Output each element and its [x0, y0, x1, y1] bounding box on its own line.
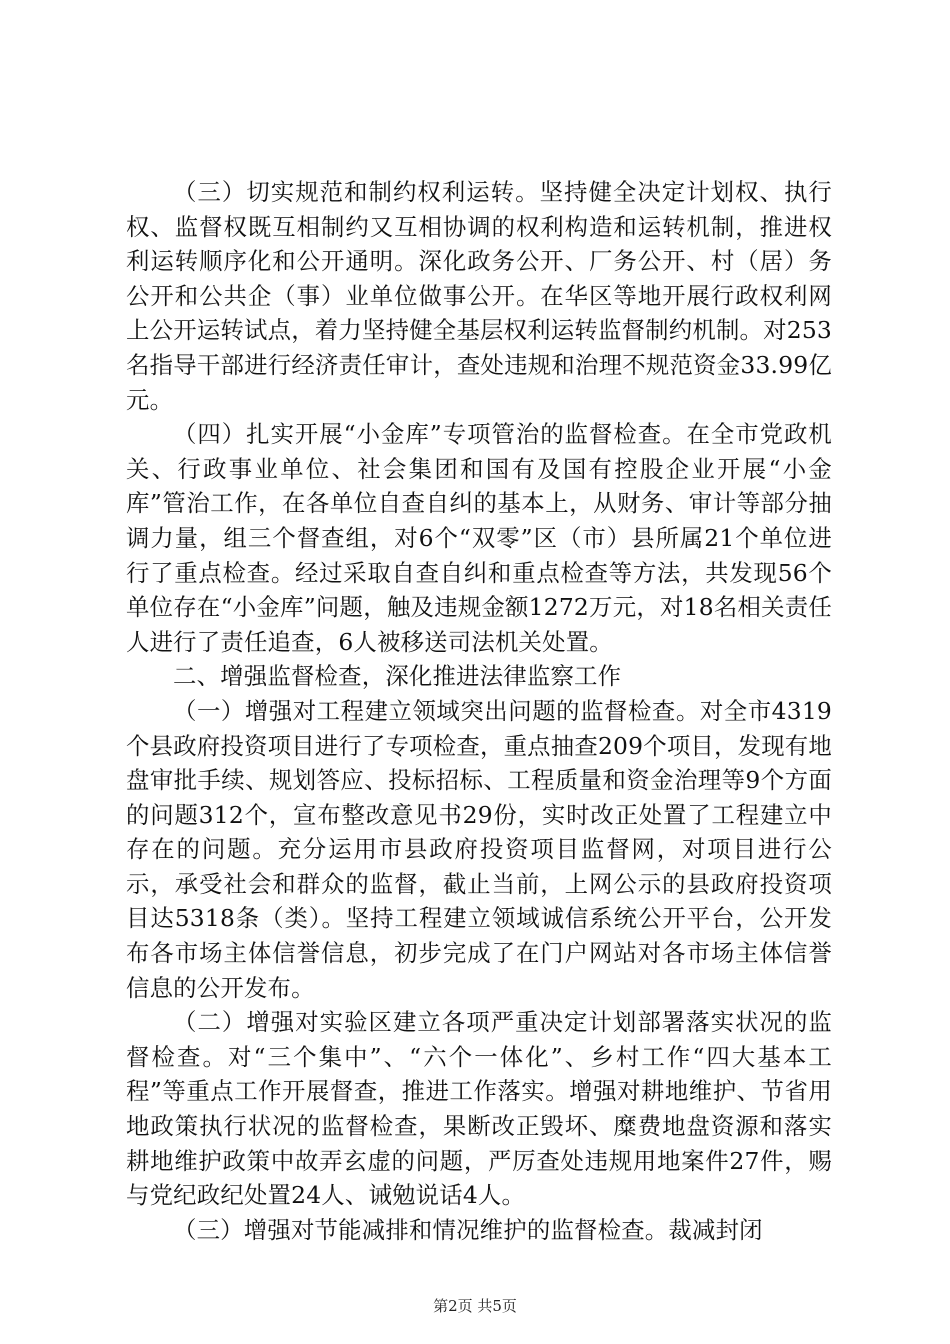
- paragraph-pilot-zone-supervision: （二）增强对实验区建立各项严重决定计划部署落实状况的监督检查。对“三个集中”、“六个一体化”、乡村工作“四大基本工程”等重点工作开展督查，推进工作落实。增强对耕地维护、节省用地政策执行状况的监督检查，果断改正毁坏、糜费地盘资源和落实耕地维护政策中故弄玄虚的问题，严厉查处违规用地案件27件，赐与党纪政纪处置24人、诫勉说话4人。: [126, 1008, 832, 1210]
- paragraph-engineering-supervision: （一）增强对工程建立领域突出问题的监督检查。对全市4319个县政府投资项目进行了专项检查，重点抽查209个项目，发现有地盘审批手续、规划答应、投标招标、工程质量和资金治理等9个方面的问题312个，宣布整改意见书29份，实时改正处置了工程建立中存在的问题。充分运用市县政府投资项目监督网，对项目进行公示，承受社会和群众的监督，截止当前，上网公示的县政府投资项目达5318条（类）。坚持工程建立领域诚信系统公开平台，公开发布各市场主体信誉信息，初步完成了在门户网站对各市场主体信誉信息的公开发布。: [126, 696, 832, 1002]
- paragraph-power-regulation: （三）切实规范和制约权利运转。坚持健全决定计划权、执行权、监督权既互相制约又互相协调的权利构造和运转机制，推进权利运转顺序化和公开通明。深化政务公开、厂务公开、村（居）务公开和公共企（事）业单位做事公开。在华区等地开展行政权利网上公开运转试点，着力坚持健全基层权利运转监督制约机制。对253名指导干部进行经济责任审计，查处违规和治理不规范资金33.99亿元。: [126, 178, 832, 414]
- paragraph-energy-saving: （三）增强对节能减排和情况维护的监督检查。裁减封闭: [173, 1215, 763, 1244]
- page-number-footer: 第2页 共5页: [433, 1297, 517, 1315]
- section-heading-supervision: 二、增强监督检查，深化推进法律监察工作: [173, 662, 622, 691]
- document-body: [126, 175, 832, 1247]
- paragraph-small-treasury: （四）扎实开展“小金库”专项管治的监督检查。在全市党政机关、行政事业单位、社会集团和国有及国有控股企业开展“小金库”管治工作，在各单位自查自纠的基本上，从财务、审计等部分抽调力量，组三个督查组，对6个“双零”区（市）县所属21个单位进行了重点检查。经过采取自查自纠和重点检查等方法，共发现56个单位存在“小金库”问题，触及违规金额1272万元，对18名相关责任人进行了责任追查，6人被移送司法机关处置。: [126, 420, 832, 656]
